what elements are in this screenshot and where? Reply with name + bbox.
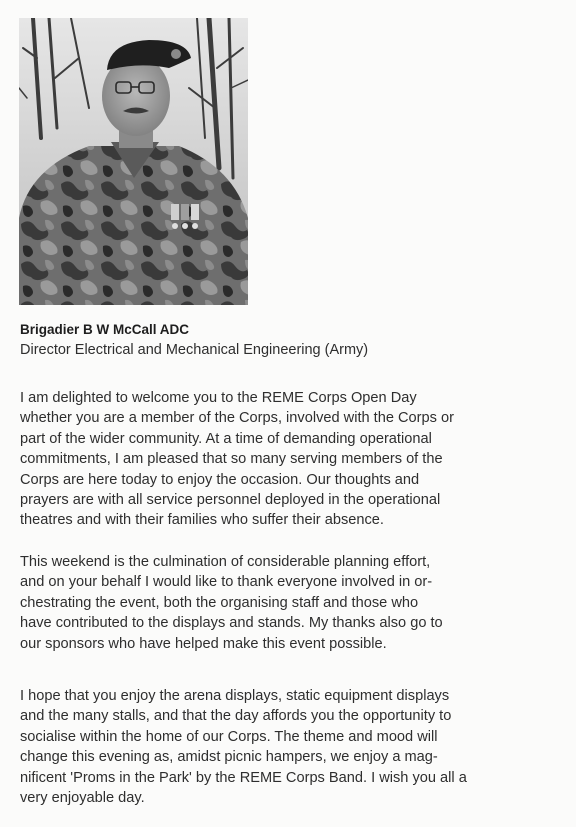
paragraph-line: have contributed to the displays and stands. My thanks also go to: [20, 615, 443, 632]
paragraph-line: chestrating the event, both the organising staff and those who: [20, 594, 419, 611]
portrait-photo: [19, 18, 248, 305]
paragraph-line: and the many stalls, and that the day affords you the opportunity to: [20, 708, 452, 725]
paragraph-line: prayers are with all service personnel deployed in the operational: [20, 492, 441, 509]
paragraph-line: very enjoyable day.: [20, 790, 145, 807]
paragraph-line: our sponsors who have helped make this event possible.: [20, 635, 387, 652]
paragraph-line: part of the wider community. At a time of demanding operational: [20, 430, 432, 447]
paragraph-closing: [20, 686, 560, 808]
paragraph-line: change this evening as, amidst picnic hampers, we enjoy a mag-: [20, 749, 438, 766]
paragraph-line: I hope that you enjoy the arena displays, static equipment displays: [20, 688, 450, 704]
author-title: Director Electrical and Mechanical Engineering (Army): [20, 342, 369, 358]
paragraph-line: commitments, I am pleased that so many serving members of the: [20, 451, 443, 468]
paragraph-line: Corps are here today to enjoy the occasion. Our thoughts and: [20, 471, 420, 488]
paragraph-line: I am delighted to welcome you to the REME Corps Open Day: [20, 390, 417, 406]
paragraph-line: theatres and with their families who suffer their absence.: [20, 512, 384, 529]
author-portrait: [19, 18, 248, 305]
paragraph-line: This weekend is the culmination of considerable planning effort,: [20, 554, 431, 570]
paragraph-line: socialise within the home of our Corps. The theme and mood will: [20, 728, 438, 745]
author-name: Brigadier B W McCall ADC: [20, 322, 190, 337]
paragraph-thanks: [20, 552, 560, 654]
paragraph-line: whether you are a member of the Corps, involved with the Corps or: [20, 410, 454, 427]
paragraph-welcome: [20, 388, 560, 531]
paragraph-line: and on your behalf I would like to thank everyone involved in or-: [20, 574, 433, 591]
paragraph-line: nificent 'Proms in the Park' by the REME Corps Band. I wish you all a: [20, 769, 467, 786]
